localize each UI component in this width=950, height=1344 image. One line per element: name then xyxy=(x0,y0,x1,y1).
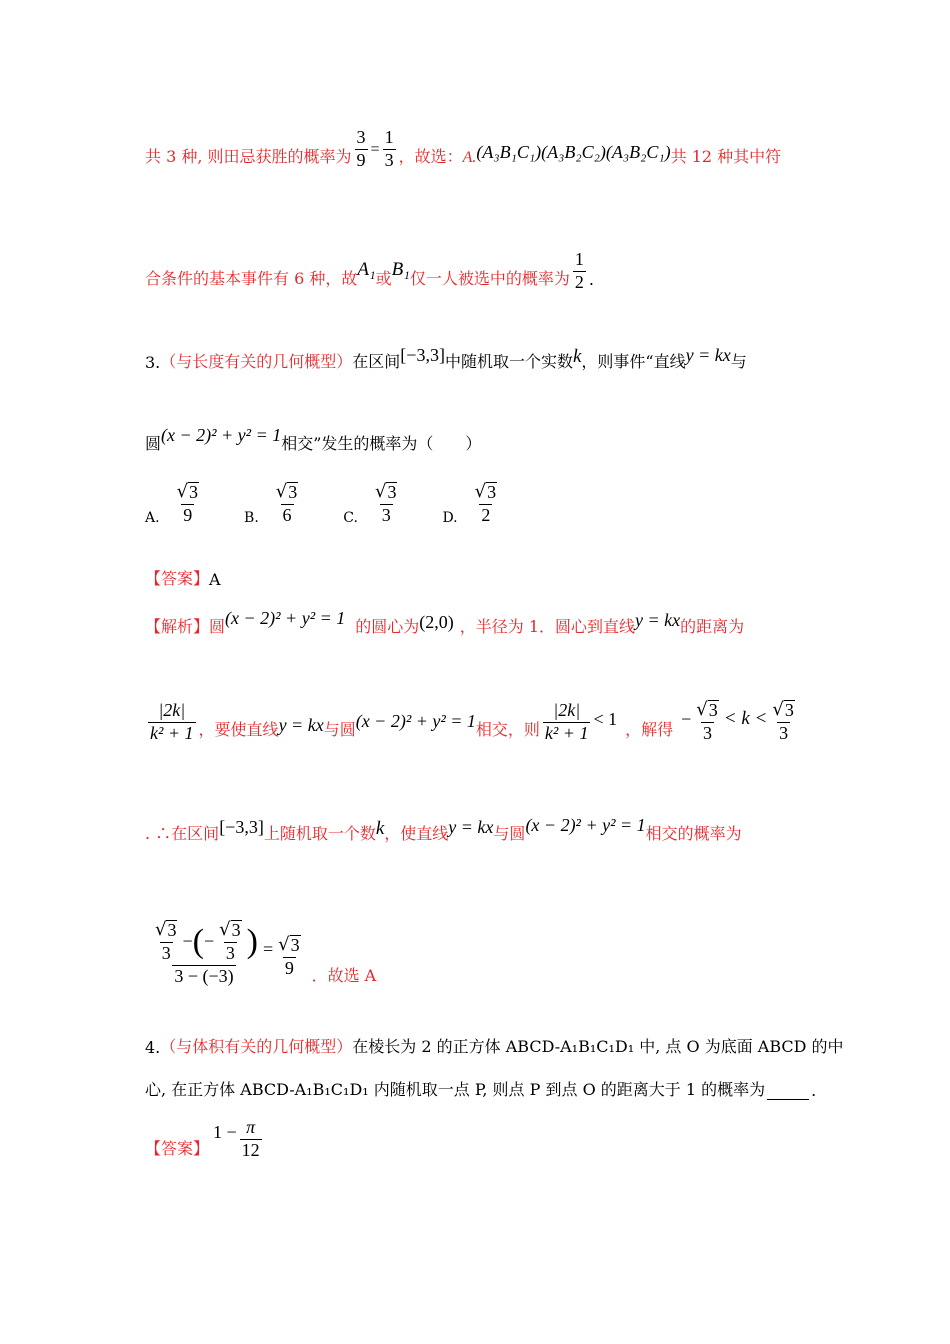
fraction: √ 3 9 xyxy=(175,482,201,526)
question-tag: （与长度有关的几何概型） xyxy=(160,352,353,371)
analysis-tag: 【解析】 xyxy=(145,617,210,636)
fraction: √ 3 3 xyxy=(770,700,796,744)
sqrt: √ 3 xyxy=(474,481,497,502)
option-b: B. √ 3 6 xyxy=(244,482,303,526)
question-number: 3. xyxy=(145,353,161,372)
options-row xyxy=(145,482,542,526)
analysis-line-1: 【解析】 圆 (x − 2)² + y² = 1 的圆心为 (2,0) ，半径为 1．圆心到直线 y = kx 的距离为 xyxy=(145,608,745,636)
fraction: √ 3 3 xyxy=(217,920,243,964)
answer-tag: 【答案】 xyxy=(145,1138,210,1158)
fraction: $\frac{|2k|}{\text{k² + 1}}$ xyxy=(150,700,194,743)
question-4-line-1: 4. （与体积有关的几何概型） 在棱长为 2 的正方体 ABCD-A₁B₁C₁D₁ 中, 点 O 为底面 ABCD 的中 xyxy=(145,1034,844,1057)
solution-line-2: 合条件的基本事件有 6 种，故 A₁ 或 B₁ 仅一人被选中的概率为 $\frac{1}{2}$ . xyxy=(145,249,594,292)
fraction: $\frac{1}{3}$ xyxy=(384,127,394,170)
answer-tag: 【答案】 xyxy=(145,569,210,588)
analysis-line-3: . ∴在区间 [−3,3] 上随机取一个数 k ，使直线 y = kx 与圆 (x − 2)² + y² = 1 相交的概率为 xyxy=(145,815,742,843)
sqrt: √ 3 xyxy=(696,699,718,720)
sqrt: √ 3 xyxy=(772,699,794,720)
math-expression: (A₃B₁C₁)(A₃B₂C₂)(A₃B₂C₁) xyxy=(476,141,671,162)
fraction: $\frac{1}{2}$ xyxy=(574,249,584,292)
text: 共 3 种, 则田忌获胜的概率为 xyxy=(145,146,352,166)
answer-4-line: 【答案】 1 − $\frac{\pi}{12}$ xyxy=(145,1117,260,1160)
sqrt: √ 3 xyxy=(278,933,300,955)
fraction: √ 3 9 xyxy=(276,935,302,979)
fraction: √ 3 3 xyxy=(694,700,720,744)
big-fraction: √ 3 3 − ( − √ 3 3 ) 3 − (−3) xyxy=(155,919,258,986)
analysis-line-2: $\frac{|2k|}{\text{k² + 1}}$ ，要使直线 y = kx 与圆 (x − 2)² + y² = 1 相交，则 $\frac{|2k|}{\text{k² + 1}}$ < 1 ，解得 − √ 3 3 < k < √ 3 3 xyxy=(145,700,800,744)
sqrt: √ 3 xyxy=(176,481,199,502)
circle-equation: (x − 2)² + y² = 1 xyxy=(161,425,282,445)
sqrt: √ 3 xyxy=(275,481,298,502)
option-a: A. √ 3 9 xyxy=(145,482,204,526)
fraction: $\frac{\pi}{12}$ xyxy=(241,1117,260,1160)
answer-line xyxy=(145,566,221,589)
fraction: √ 3 6 xyxy=(274,482,300,526)
answer-blank xyxy=(767,1099,809,1100)
sqrt: √ 3 xyxy=(219,919,241,940)
answer-value: A xyxy=(209,570,221,589)
question-4-line-2: 心, 在正方体 ABCD-A₁B₁C₁D₁ 内随机取一点 P, 则点 P 到点 O 的距离大于 1 的概率为 . xyxy=(145,1080,817,1100)
question-number: 4. xyxy=(145,1038,161,1057)
fraction: $\frac{3}{9}$ xyxy=(356,127,366,170)
question-3-line-1: 3. （与长度有关的几何概型） 在区间 [−3,3] 中随机取一个实数 k ，则事件“直线 y = kx 与 xyxy=(145,345,747,372)
question-3-line-2: 圆 (x − 2)² + y² = 1 相交”发生的概率为（ ） xyxy=(145,425,482,453)
sqrt: √ 3 xyxy=(155,919,177,940)
fraction: $\frac{|2k|}{\text{k² + 1}}$ xyxy=(544,700,589,743)
fraction: √ 3 2 xyxy=(473,482,499,526)
fraction: √ 3 3 xyxy=(153,920,179,964)
option-d: D. √ 3 2 xyxy=(442,482,502,526)
option-c: C. √ 3 3 xyxy=(343,482,402,526)
question-tag: （与体积有关的几何概型） xyxy=(160,1037,353,1056)
analysis-line-4: √ 3 3 − ( − √ 3 3 ) 3 − (−3) = √ 3 9 ．故选 A xyxy=(145,920,376,986)
sqrt: √ 3 xyxy=(374,481,397,502)
solution-line-1: 共 3 种, 则田忌获胜的概率为 $\frac{3}{9}$ = $\frac{1}{3}$ ，故选： A. (A₃B₁C₁)(A₃B₂C₂)(A₃B₂C₁) 共 12 种其中符 xyxy=(145,127,782,170)
fraction: √ 3 3 xyxy=(373,482,399,526)
